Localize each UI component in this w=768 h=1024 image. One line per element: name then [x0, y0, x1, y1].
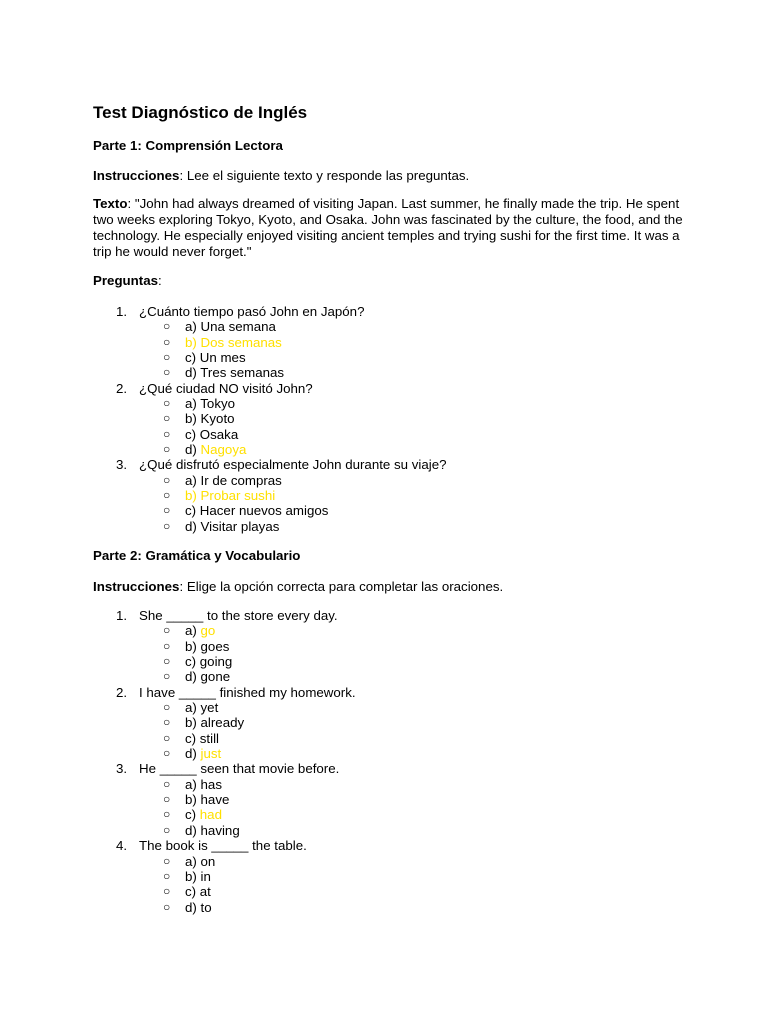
option-text: gone	[200, 669, 231, 685]
answer-option	[139, 473, 446, 488]
circle-bullet-icon: ○	[163, 792, 171, 807]
answer-option	[139, 669, 356, 684]
option-text: in	[200, 868, 211, 884]
circle-bullet-icon: ○	[163, 396, 171, 411]
option-text: Ir de compras	[200, 472, 282, 488]
circle-bullet-icon: ○	[163, 807, 171, 822]
option-letter: c)	[185, 884, 200, 900]
circle-bullet-icon: ○	[163, 669, 171, 684]
answer-option	[139, 335, 446, 350]
circle-bullet-icon: ○	[163, 638, 171, 653]
question-item	[93, 608, 356, 685]
option-text: has	[200, 776, 222, 792]
option-letter: c)	[185, 503, 200, 519]
option-text: Visitar playas	[200, 518, 280, 534]
circle-bullet-icon: ○	[163, 472, 171, 487]
part1-heading: Parte 1: Comprensión Lectora	[93, 138, 283, 153]
question-number: 2.	[116, 684, 128, 700]
option-letter: d)	[185, 669, 201, 685]
option-list	[139, 623, 356, 684]
answer-option	[139, 746, 356, 761]
option-text: having	[200, 822, 240, 838]
answer-option	[139, 715, 356, 730]
option-letter: c)	[185, 730, 200, 746]
option-text: Tres semanas	[200, 365, 285, 381]
answer-option	[139, 823, 356, 838]
question-item	[93, 685, 356, 762]
highlighted-answer-text: Nagoya	[200, 442, 247, 458]
highlighted-answer-text: Dos semanas	[200, 334, 282, 350]
reading-text	[93, 196, 683, 260]
option-letter: c)	[185, 426, 200, 442]
question-text: ¿Qué disfrutó especialmente John durante su viaje?	[139, 457, 447, 473]
part1-instructions-label: Instrucciones	[93, 168, 180, 183]
question-item	[93, 457, 446, 534]
question-item	[93, 838, 356, 915]
questions-label	[93, 273, 683, 289]
circle-bullet-icon: ○	[163, 411, 171, 426]
part2-question-list	[93, 608, 356, 915]
part1-instructions	[93, 168, 683, 184]
reading-text-label: Texto	[93, 196, 128, 211]
option-letter: b)	[185, 334, 201, 350]
answer-option	[139, 639, 356, 654]
circle-bullet-icon: ○	[163, 868, 171, 883]
answer-option	[139, 884, 356, 899]
answer-option	[139, 869, 356, 884]
circle-bullet-icon: ○	[163, 350, 171, 365]
question-text: She _____ to the store every day.	[139, 608, 338, 623]
option-list	[139, 396, 446, 457]
question-text: ¿Qué ciudad NO visitó John?	[139, 380, 313, 396]
option-list	[139, 473, 446, 534]
answer-option	[139, 700, 356, 715]
part2-instructions-label: Instrucciones	[93, 579, 180, 594]
option-list	[139, 700, 356, 761]
circle-bullet-icon: ○	[163, 853, 171, 868]
part2-instructions-text: : Elige la opción correcta para completar las oraciones.	[179, 579, 504, 594]
answer-option	[139, 365, 446, 380]
option-text: still	[199, 730, 219, 746]
option-text: going	[199, 654, 233, 670]
answer-option	[139, 792, 356, 807]
option-letter: a)	[185, 396, 201, 412]
option-list	[139, 319, 446, 380]
option-letter: d)	[185, 899, 201, 915]
option-text: Kyoto	[200, 411, 235, 427]
circle-bullet-icon: ○	[163, 700, 171, 715]
option-text: Tokyo	[200, 396, 236, 412]
option-letter: a)	[185, 472, 201, 488]
option-letter: b)	[185, 868, 201, 884]
question-number: 3.	[116, 761, 128, 777]
option-letter: c)	[185, 807, 200, 823]
circle-bullet-icon: ○	[163, 730, 171, 745]
circle-bullet-icon: ○	[163, 884, 171, 899]
option-letter: d)	[185, 442, 201, 458]
question-number: 3.	[116, 457, 128, 473]
part1-question-list	[93, 304, 446, 534]
answer-option	[139, 396, 446, 411]
option-letter: a)	[185, 776, 201, 792]
highlighted-answer-text: Probar sushi	[200, 488, 276, 504]
option-text: already	[200, 715, 245, 731]
question-number: 1.	[116, 608, 128, 623]
option-text: Un mes	[199, 350, 246, 366]
highlighted-answer-text: just	[200, 746, 222, 762]
option-letter: a)	[185, 700, 201, 716]
circle-bullet-icon: ○	[163, 334, 171, 349]
answer-option	[139, 427, 446, 442]
answer-option	[139, 488, 446, 503]
answer-option	[139, 519, 446, 534]
option-text: have	[200, 792, 230, 808]
option-letter: d)	[185, 365, 201, 381]
option-letter: b)	[185, 638, 201, 654]
option-letter: d)	[185, 746, 201, 762]
option-letter: b)	[185, 411, 201, 427]
question-text: The book is _____ the table.	[139, 838, 307, 854]
questions-label-text: Preguntas	[93, 273, 159, 288]
circle-bullet-icon: ○	[163, 899, 171, 914]
option-letter: b)	[185, 488, 201, 504]
answer-option	[139, 777, 356, 792]
document-title: Test Diagnóstico de Inglés	[93, 103, 308, 122]
answer-option	[139, 411, 446, 426]
circle-bullet-icon: ○	[163, 623, 171, 638]
question-item	[93, 761, 356, 838]
option-text: Osaka	[199, 426, 239, 442]
option-text: yet	[200, 700, 219, 716]
option-text: Hacer nuevos amigos	[199, 503, 329, 519]
question-item	[93, 304, 446, 381]
circle-bullet-icon: ○	[163, 488, 171, 503]
option-letter: a)	[185, 853, 201, 869]
highlighted-answer-text: go	[200, 623, 216, 639]
option-letter: a)	[185, 319, 201, 335]
question-text: ¿Cuánto tiempo pasó John en Japón?	[139, 304, 365, 319]
question-text: I have _____ finished my homework.	[139, 684, 356, 700]
option-text: Una semana	[200, 319, 276, 335]
answer-option	[139, 900, 356, 915]
circle-bullet-icon: ○	[163, 822, 171, 837]
option-letter: c)	[185, 654, 200, 670]
circle-bullet-icon: ○	[163, 503, 171, 518]
option-list	[139, 854, 356, 915]
option-text: goes	[200, 638, 230, 654]
question-text: He _____ seen that movie before.	[139, 761, 340, 777]
part2-heading: Parte 2: Gramática y Vocabulario	[93, 548, 301, 563]
circle-bullet-icon: ○	[163, 426, 171, 441]
answer-option	[139, 442, 446, 457]
option-letter: c)	[185, 350, 200, 366]
reading-text-body: : "John had always dreamed of visiting Japan. Last summer, he finally made the trip. He spent two weeks exploring Tokyo, Kyoto, and Osaka. John was fascinated by the culture, the food, and the technology. He especially enjoyed visiting ancient temples and trying sushi for the first time. It was a trip he would never forget."	[93, 196, 683, 259]
circle-bullet-icon: ○	[163, 654, 171, 669]
answer-option	[139, 503, 446, 518]
option-letter: a)	[185, 623, 201, 639]
option-text: at	[199, 884, 211, 900]
answer-option	[139, 350, 446, 365]
option-list	[139, 777, 356, 838]
question-number: 4.	[116, 838, 128, 854]
option-text: to	[200, 899, 212, 915]
option-letter: b)	[185, 715, 201, 731]
part1-instructions-text: : Lee el siguiente texto y responde las preguntas.	[179, 168, 470, 183]
question-number: 1.	[116, 304, 128, 319]
answer-option	[139, 807, 356, 822]
circle-bullet-icon: ○	[163, 746, 171, 761]
circle-bullet-icon: ○	[163, 518, 171, 533]
answer-option	[139, 319, 446, 334]
highlighted-answer-text: had	[199, 807, 222, 823]
answer-option	[139, 854, 356, 869]
circle-bullet-icon: ○	[163, 776, 171, 791]
circle-bullet-icon: ○	[163, 442, 171, 457]
option-letter: d)	[185, 518, 201, 534]
question-number: 2.	[116, 380, 128, 396]
option-text: on	[200, 853, 216, 869]
circle-bullet-icon: ○	[163, 365, 171, 380]
part2-instructions	[93, 579, 683, 595]
answer-option	[139, 654, 356, 669]
circle-bullet-icon: ○	[163, 715, 171, 730]
answer-option	[139, 731, 356, 746]
option-letter: b)	[185, 792, 201, 808]
answer-option	[139, 623, 356, 638]
question-item	[93, 381, 446, 458]
questions-label-colon: :	[158, 273, 162, 288]
option-letter: d)	[185, 822, 201, 838]
circle-bullet-icon: ○	[163, 319, 171, 334]
